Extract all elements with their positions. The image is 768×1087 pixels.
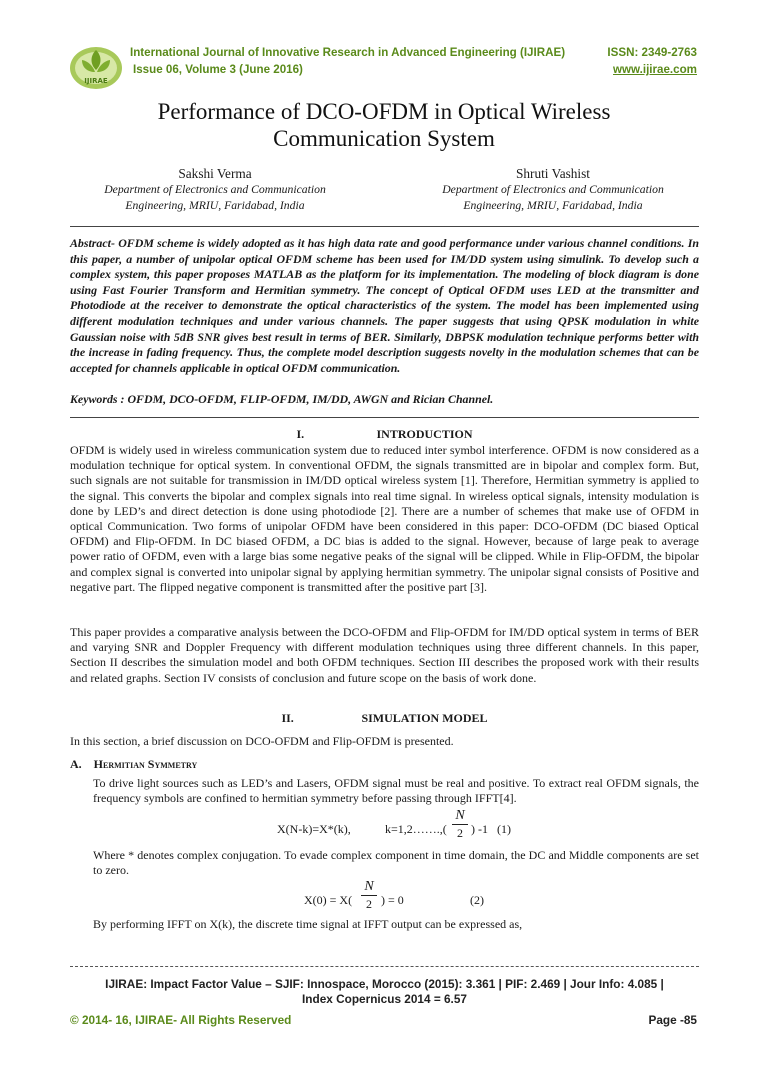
fraction-denominator: 2 bbox=[366, 897, 372, 911]
journal-issn: ISSN: 2349-2763 bbox=[607, 46, 697, 59]
journal-issue: Issue 06, Volume 3 (June 2016) bbox=[133, 63, 303, 76]
equation-tail: ) = 0 bbox=[381, 893, 404, 907]
abstract: Abstract- OFDM scheme is widely adopted as it has high data rate and good performance under various channel conditions. In this paper, a number of unipolar optical OFDM scheme has been used for IM/DD system using simulink. To develop such a complex system, this paper proposes MATLAB as the platform for its implementation. The modeling of block diagram is done using Fast Fourier Transform and Hermitian symmetry. The concept of Optical OFDM uses LED at the transmitter and Photodiode at the receiver to demonstrate the optical characteristics of the system. The model has been implemented using different modulation techniques and under various channels. The paper suggests that using QPSK modulation in white Gaussian noise with 5dB SNR gives best result in terms of BER. Similarly, DBPSK modulation technique performs better with the increase in fading frequency. Thus, the complete model description suggests novelty in the modulation schemes that can be accepted for channels applicable in optical OFDM communication. bbox=[70, 236, 699, 375]
section-heading bbox=[70, 711, 699, 726]
subsection-title: Hermitian Symmetry bbox=[93, 757, 198, 771]
fraction-numerator: N bbox=[455, 808, 465, 823]
section-heading bbox=[70, 427, 699, 442]
divider bbox=[70, 226, 699, 227]
footer-index: Index Copernicus 2014 = 6.57 bbox=[302, 992, 467, 1006]
journal-logo bbox=[68, 42, 124, 90]
equation-label: (1) bbox=[497, 822, 511, 836]
divider bbox=[70, 417, 699, 418]
equation-lhs: X(0) = X( bbox=[304, 893, 353, 907]
section-number: II. bbox=[281, 711, 294, 725]
body-paragraph: By performing IFFT on X(k), the discrete time signal at IFFT output can be expressed as, bbox=[93, 917, 523, 931]
journal-header bbox=[0, 42, 768, 92]
equation-range: k=1,2…….,( bbox=[385, 822, 447, 836]
body-paragraph: To drive light sources such as LED’s and Lasers, OFDM signal must be real and positive. To extract real OFDM signals, the frequency symbols are confined to hermitian symmetry before passing through IFFT[4]. bbox=[93, 776, 699, 806]
footer-metrics bbox=[70, 977, 699, 1007]
equation-fraction bbox=[450, 809, 470, 840]
paper-title: Performance of DCO-OFDM in Optical Wireless Communication System bbox=[157, 99, 611, 151]
author-department: Department of Electronics and Communication bbox=[104, 183, 326, 196]
author-institution: Engineering, MRIU, Faridabad, India bbox=[125, 199, 305, 212]
journal-name: International Journal of Innovative Research in Advanced Engineering (IJIRAE) bbox=[130, 46, 566, 59]
footer-impact: IJIRAE: Impact Factor Value – SJIF: Innospace, Morocco (2015): 3.361 | PIF: 2.469 | Jour Info: 4.085 | bbox=[105, 977, 664, 991]
keywords: Keywords : OFDM, DCO-OFDM, FLIP-OFDM, IM/DD, AWGN and Rician Channel. bbox=[70, 392, 494, 406]
equation-label: (2) bbox=[470, 893, 484, 907]
fraction-numerator: N bbox=[364, 879, 374, 894]
section-title: SIMULATION MODEL bbox=[361, 711, 488, 725]
logo-text: IJIRAE bbox=[84, 77, 108, 85]
body-paragraph: OFDM is widely used in wireless communication system due to reduced inter symbol interference. OFDM is now considered as a modulation technique for optical system. In conventional OFDM, the signals transmitted are in bipolar and complex form. But, such signals are not suitable for transmission in IM/DD optical wireless system [1]. Therefore, Hermitian symmetry is applied to the signal. This converts the bipolar and complex signals into real time signal. In wireless optical signals, intensity modulation is done by LED’s and direct detection is done using photodiode [2]. There are a number of schemes that make use of OFDM in optical Communication. Two forms of unipolar OFDM have been considered in this paper: DCO-OFDM (DC biased Optical OFDM) and Flip-OFDM. In DC biased OFDM, a DC bias is added to the signal. However, because of large peak to average power ratio of OFDM, even with a large bias some negative peaks of the signal will be clipped. While in Flip-OFDM, the bipolar and complex signal is converted into unipolar signal by applying hermitian symmetry. The unipolar signal consists of Positive and negative part. The flipped negative component is transmitted after the positive part [3]. bbox=[70, 443, 699, 594]
equation-fraction bbox=[359, 880, 379, 911]
author-department: Department of Electronics and Communication bbox=[442, 183, 664, 196]
journal-url-link[interactable]: www.ijirae.com bbox=[613, 63, 697, 76]
subsection-heading bbox=[70, 757, 197, 772]
author-name: Sakshi Verma bbox=[178, 166, 252, 181]
footer-copyright: © 2014- 16, IJIRAE- All Rights Reserved bbox=[70, 1013, 292, 1027]
author-name: Shruti Vashist bbox=[515, 166, 590, 181]
author-block bbox=[70, 166, 360, 214]
body-paragraph: In this section, a brief discussion on DCO-OFDM and Flip-OFDM is presented. bbox=[70, 734, 454, 748]
author-institution: Engineering, MRIU, Faridabad, India bbox=[463, 199, 643, 212]
author-block bbox=[408, 166, 698, 214]
section-number: I. bbox=[296, 427, 305, 441]
section-title: INTRODUCTION bbox=[376, 427, 473, 441]
fraction-bar bbox=[452, 824, 468, 825]
equation-tail: ) -1 bbox=[471, 822, 488, 836]
subsection-letter: A. bbox=[70, 757, 82, 771]
equation-lhs: X(N-k)=X*(k), bbox=[277, 822, 351, 836]
body-paragraph: Where * denotes complex conjugation. To evade complex component in time domain, the DC and Middle components are set to zero. bbox=[93, 848, 699, 878]
footer-divider bbox=[70, 966, 699, 967]
fraction-bar bbox=[361, 895, 377, 896]
fraction-denominator: 2 bbox=[457, 826, 463, 840]
page-number: Page -85 bbox=[648, 1013, 697, 1027]
body-paragraph: This paper provides a comparative analysis between the DCO-OFDM and Flip-OFDM for IM/DD optical system in terms of BER and varying SNR and Doppler Frequency with different modulation techniques using three different channels. In this paper, Section II describes the simulation model and both OFDM techniques. Section III describes the proposed work with their results and related graphs. Section IV consists of conclusion and future scope on the basis of work done. bbox=[70, 625, 699, 685]
